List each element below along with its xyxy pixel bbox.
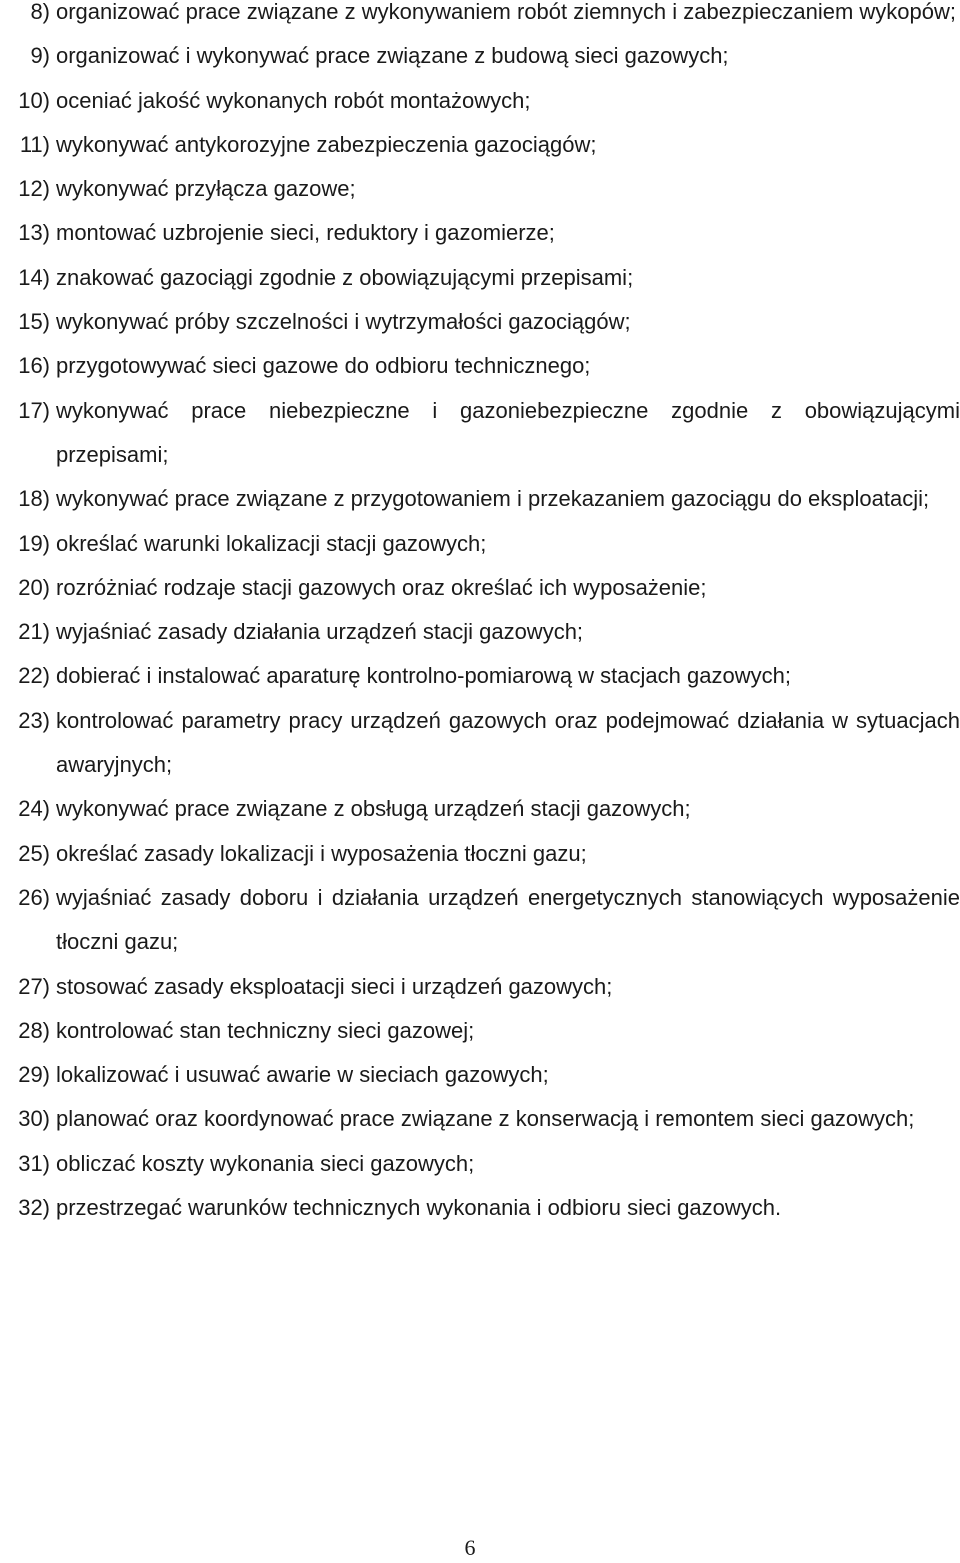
item-text: organizować i wykonywać prace związane z budową sieci gazowych; [56,43,729,69]
list-item [0,256,960,300]
item-text: organizować prace związane z wykonywaniem robót ziemnych i zabezpieczaniem wykopów; [56,0,956,24]
item-text: wykonywać próby szczelności i wytrzymałości gazociągów; [56,309,631,335]
list-item [0,34,960,78]
item-text: wyjaśniać zasady doboru i działania urządzeń energetycznych stanowiących wyposażenie tłoczni gazu; [56,884,960,955]
item-text: wykonywać prace związane z przygotowaniem i przekazaniem gazociągu do eksploatacji; [56,486,930,512]
item-number: 16) [18,353,50,379]
item-text: planować oraz koordynować prace związane z konserwacją i remontem sieci gazowych; [56,1106,915,1132]
item-number: 17) [18,397,50,423]
list-item [0,787,960,831]
item-text: wykonywać prace związane z obsługą urządzeń stacji gazowych; [56,796,691,822]
item-text: dobierać i instalować aparaturę kontrolno-pomiarową w stacjach gazowych; [56,663,791,689]
list-item [0,167,960,211]
item-number: 23) [18,707,50,733]
item-number: 31) [18,1150,50,1176]
item-number: 10) [18,87,50,113]
list-item [0,876,960,965]
list-item [0,123,960,167]
list-item [0,1142,960,1186]
list-item [0,300,960,344]
item-number: 25) [18,840,50,866]
list-item [0,0,960,34]
item-text: określać warunki lokalizacji stacji gazowych; [56,530,487,556]
item-number: 26) [18,884,50,910]
item-number: 19) [18,530,50,556]
item-text: montować uzbrojenie sieci, reduktory i gazomierze; [56,220,555,246]
item-text: wyjaśniać zasady działania urządzeń stacji gazowych; [56,619,584,645]
item-text: rozróżniać rodzaje stacji gazowych oraz określać ich wyposażenie; [56,574,707,600]
list-item [0,389,960,478]
item-text: kontrolować stan techniczny sieci gazowej; [56,1017,475,1043]
item-text: kontrolować parametry pracy urządzeń gazowych oraz podejmować działania w sytuacjach awaryjnych; [56,707,960,778]
item-number: 8) [30,0,50,24]
item-number: 13) [18,220,50,246]
item-number: 12) [18,176,50,202]
list-item [0,1097,960,1141]
item-number: 18) [18,486,50,512]
item-number: 21) [18,619,50,645]
list-item [0,344,960,388]
item-text: oceniać jakość wykonanych robót montażowych; [56,87,531,113]
item-text: lokalizować i usuwać awarie w sieciach gazowych; [56,1062,549,1088]
item-text: wykonywać antykorozyjne zabezpieczenia gazociągów; [56,131,597,157]
list-item [0,610,960,654]
list-item [0,477,960,521]
list-item [0,522,960,566]
list-item [0,1053,960,1097]
item-number: 22) [18,663,50,689]
item-text: obliczać koszty wykonania sieci gazowych; [56,1150,475,1176]
list-item [0,1009,960,1053]
item-number: 32) [18,1195,50,1221]
list-item [0,566,960,610]
list-item [0,699,960,788]
item-number: 15) [18,309,50,335]
item-text: stosować zasady eksploatacji sieci i urządzeń gazowych; [56,973,613,999]
item-text: znakować gazociągi zgodnie z obowiązującymi przepisami; [56,264,634,290]
list-item [0,1186,960,1230]
list-item [0,654,960,698]
item-number: 11) [19,131,50,157]
page-number: 6 [464,1535,476,1560]
list-item [0,965,960,1009]
item-number: 28) [18,1017,50,1043]
item-number: 9) [30,43,50,69]
item-text: wykonywać przyłącza gazowe; [56,176,356,202]
list-item [0,211,960,255]
item-text: wykonywać prace niebezpieczne i gazoniebezpieczne zgodnie z obowiązującymi przepisami; [56,397,960,467]
item-number: 29) [18,1062,50,1088]
item-number: 24) [18,796,50,822]
list-item [0,832,960,876]
item-number: 20) [18,574,50,600]
item-text: przygotowywać sieci gazowe do odbioru technicznego; [56,353,591,379]
item-number: 27) [18,973,50,999]
item-text: przestrzegać warunków technicznych wykonania i odbioru sieci gazowych. [56,1195,782,1221]
list-item [0,79,960,123]
item-text: określać zasady lokalizacji i wyposażenia tłoczni gazu; [56,840,587,866]
item-number: 14) [18,264,50,290]
item-number: 30) [18,1106,50,1132]
